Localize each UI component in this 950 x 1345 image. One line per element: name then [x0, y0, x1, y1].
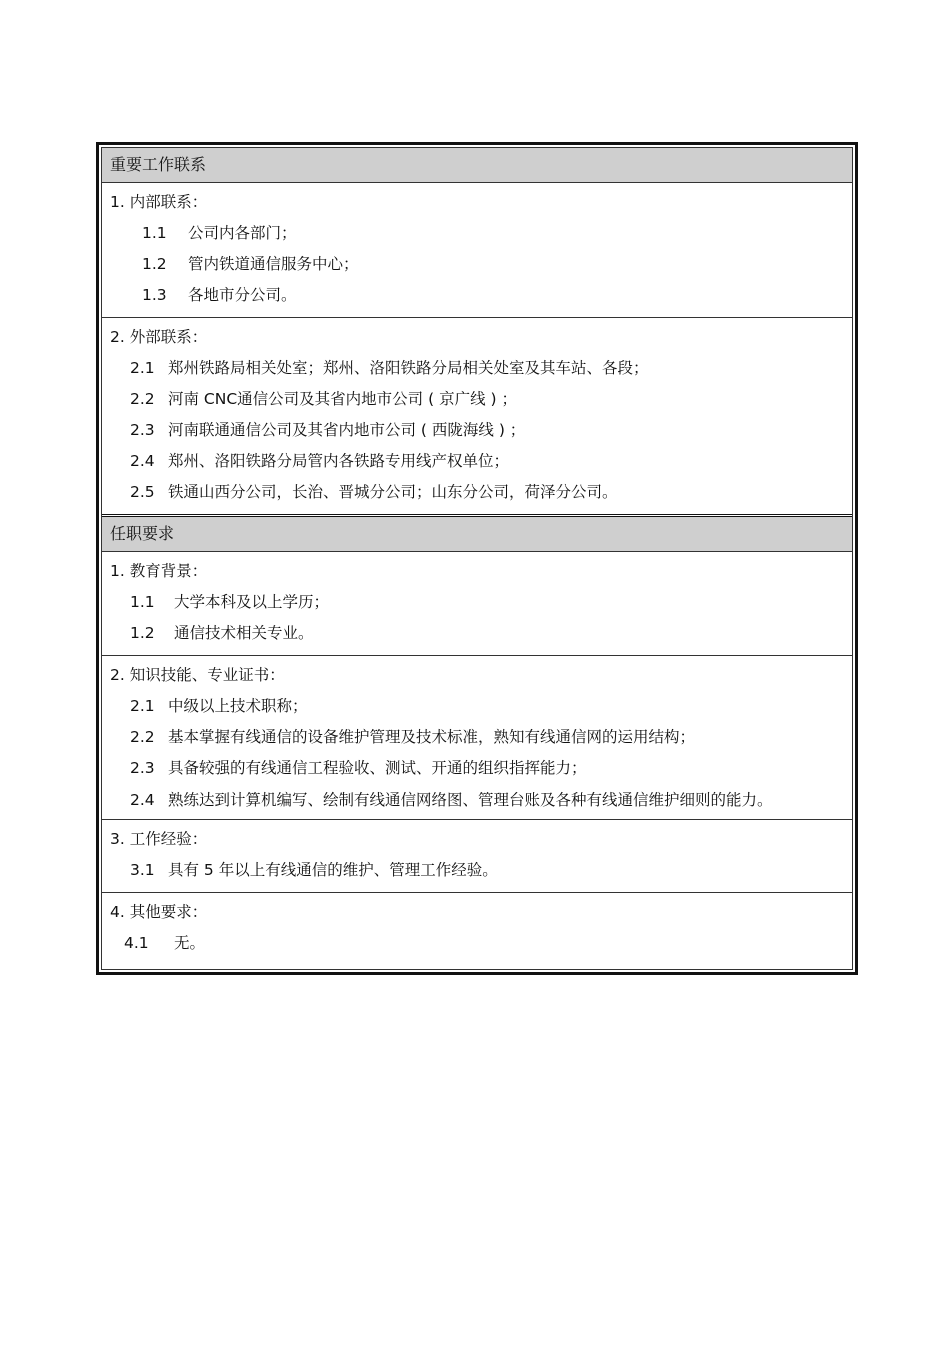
experience-block — [102, 820, 852, 893]
external-relations-block — [102, 318, 852, 514]
list-item: 1.3 各地市分公司。 — [142, 286, 297, 304]
section-header-work-relations: 重要工作联系 — [102, 148, 852, 183]
list-item: 2.4 熟练达到计算机编写、绘制有线通信网络图、管理台账及各种有线通信维护细则的能力。 — [130, 791, 773, 809]
experience-title: 3. 工作经验： — [110, 830, 208, 848]
list-item: 1.2 管内铁道通信服务中心； — [142, 255, 359, 273]
education-block — [102, 552, 852, 656]
other-block — [102, 893, 852, 969]
list-item: 2.1 郑州铁路局相关处室；郑州、洛阳铁路分局相关处室及其车站、各段； — [130, 359, 649, 377]
education-title: 1. 教育背景： — [110, 562, 208, 580]
list-item: 2.5 铁通山西分公司，长治、晋城分公司；山东分公司，荷泽分公司。 — [130, 483, 618, 501]
list-item: 1.1 大学本科及以上学历； — [130, 593, 330, 611]
list-item: 1.1 公司内各部门； — [142, 224, 297, 242]
list-item: 4.1 无。 — [124, 934, 206, 952]
internal-relations-title: 1. 内部联系： — [110, 193, 208, 211]
skills-title: 2. 知识技能、专业证书： — [110, 666, 285, 684]
external-relations-title: 2. 外部联系： — [110, 328, 208, 346]
section-header-requirements: 任职要求 — [102, 517, 852, 552]
list-item: 2.1 中级以上技术职称； — [130, 697, 308, 715]
list-item: 1.2 通信技术相关专业。 — [130, 624, 314, 642]
list-item: 2.2 河南 CNC通信公司及其省内地市公司 ( 京广线 ) ； — [130, 390, 517, 408]
internal-relations-block — [102, 183, 852, 318]
skills-block — [102, 656, 852, 820]
document-table — [96, 142, 858, 975]
list-item: 2.4 郑州、洛阳铁路分局管内各铁路专用线产权单位； — [130, 452, 510, 470]
other-title: 4. 其他要求： — [110, 903, 208, 921]
list-item: 2.2 基本掌握有线通信的设备维护管理及技术标准，熟知有线通信网的运用结构； — [130, 728, 696, 746]
list-item: 2.3 具备较强的有线通信工程验收、测试、开通的组织指挥能力； — [130, 759, 587, 777]
list-item: 3.1 具有 5 年以上有线通信的维护、管理工作经验。 — [130, 861, 498, 879]
table-inner — [101, 147, 853, 970]
list-item: 2.3 河南联通通信公司及其省内地市公司 ( 西陇海线 ) ； — [130, 421, 526, 439]
